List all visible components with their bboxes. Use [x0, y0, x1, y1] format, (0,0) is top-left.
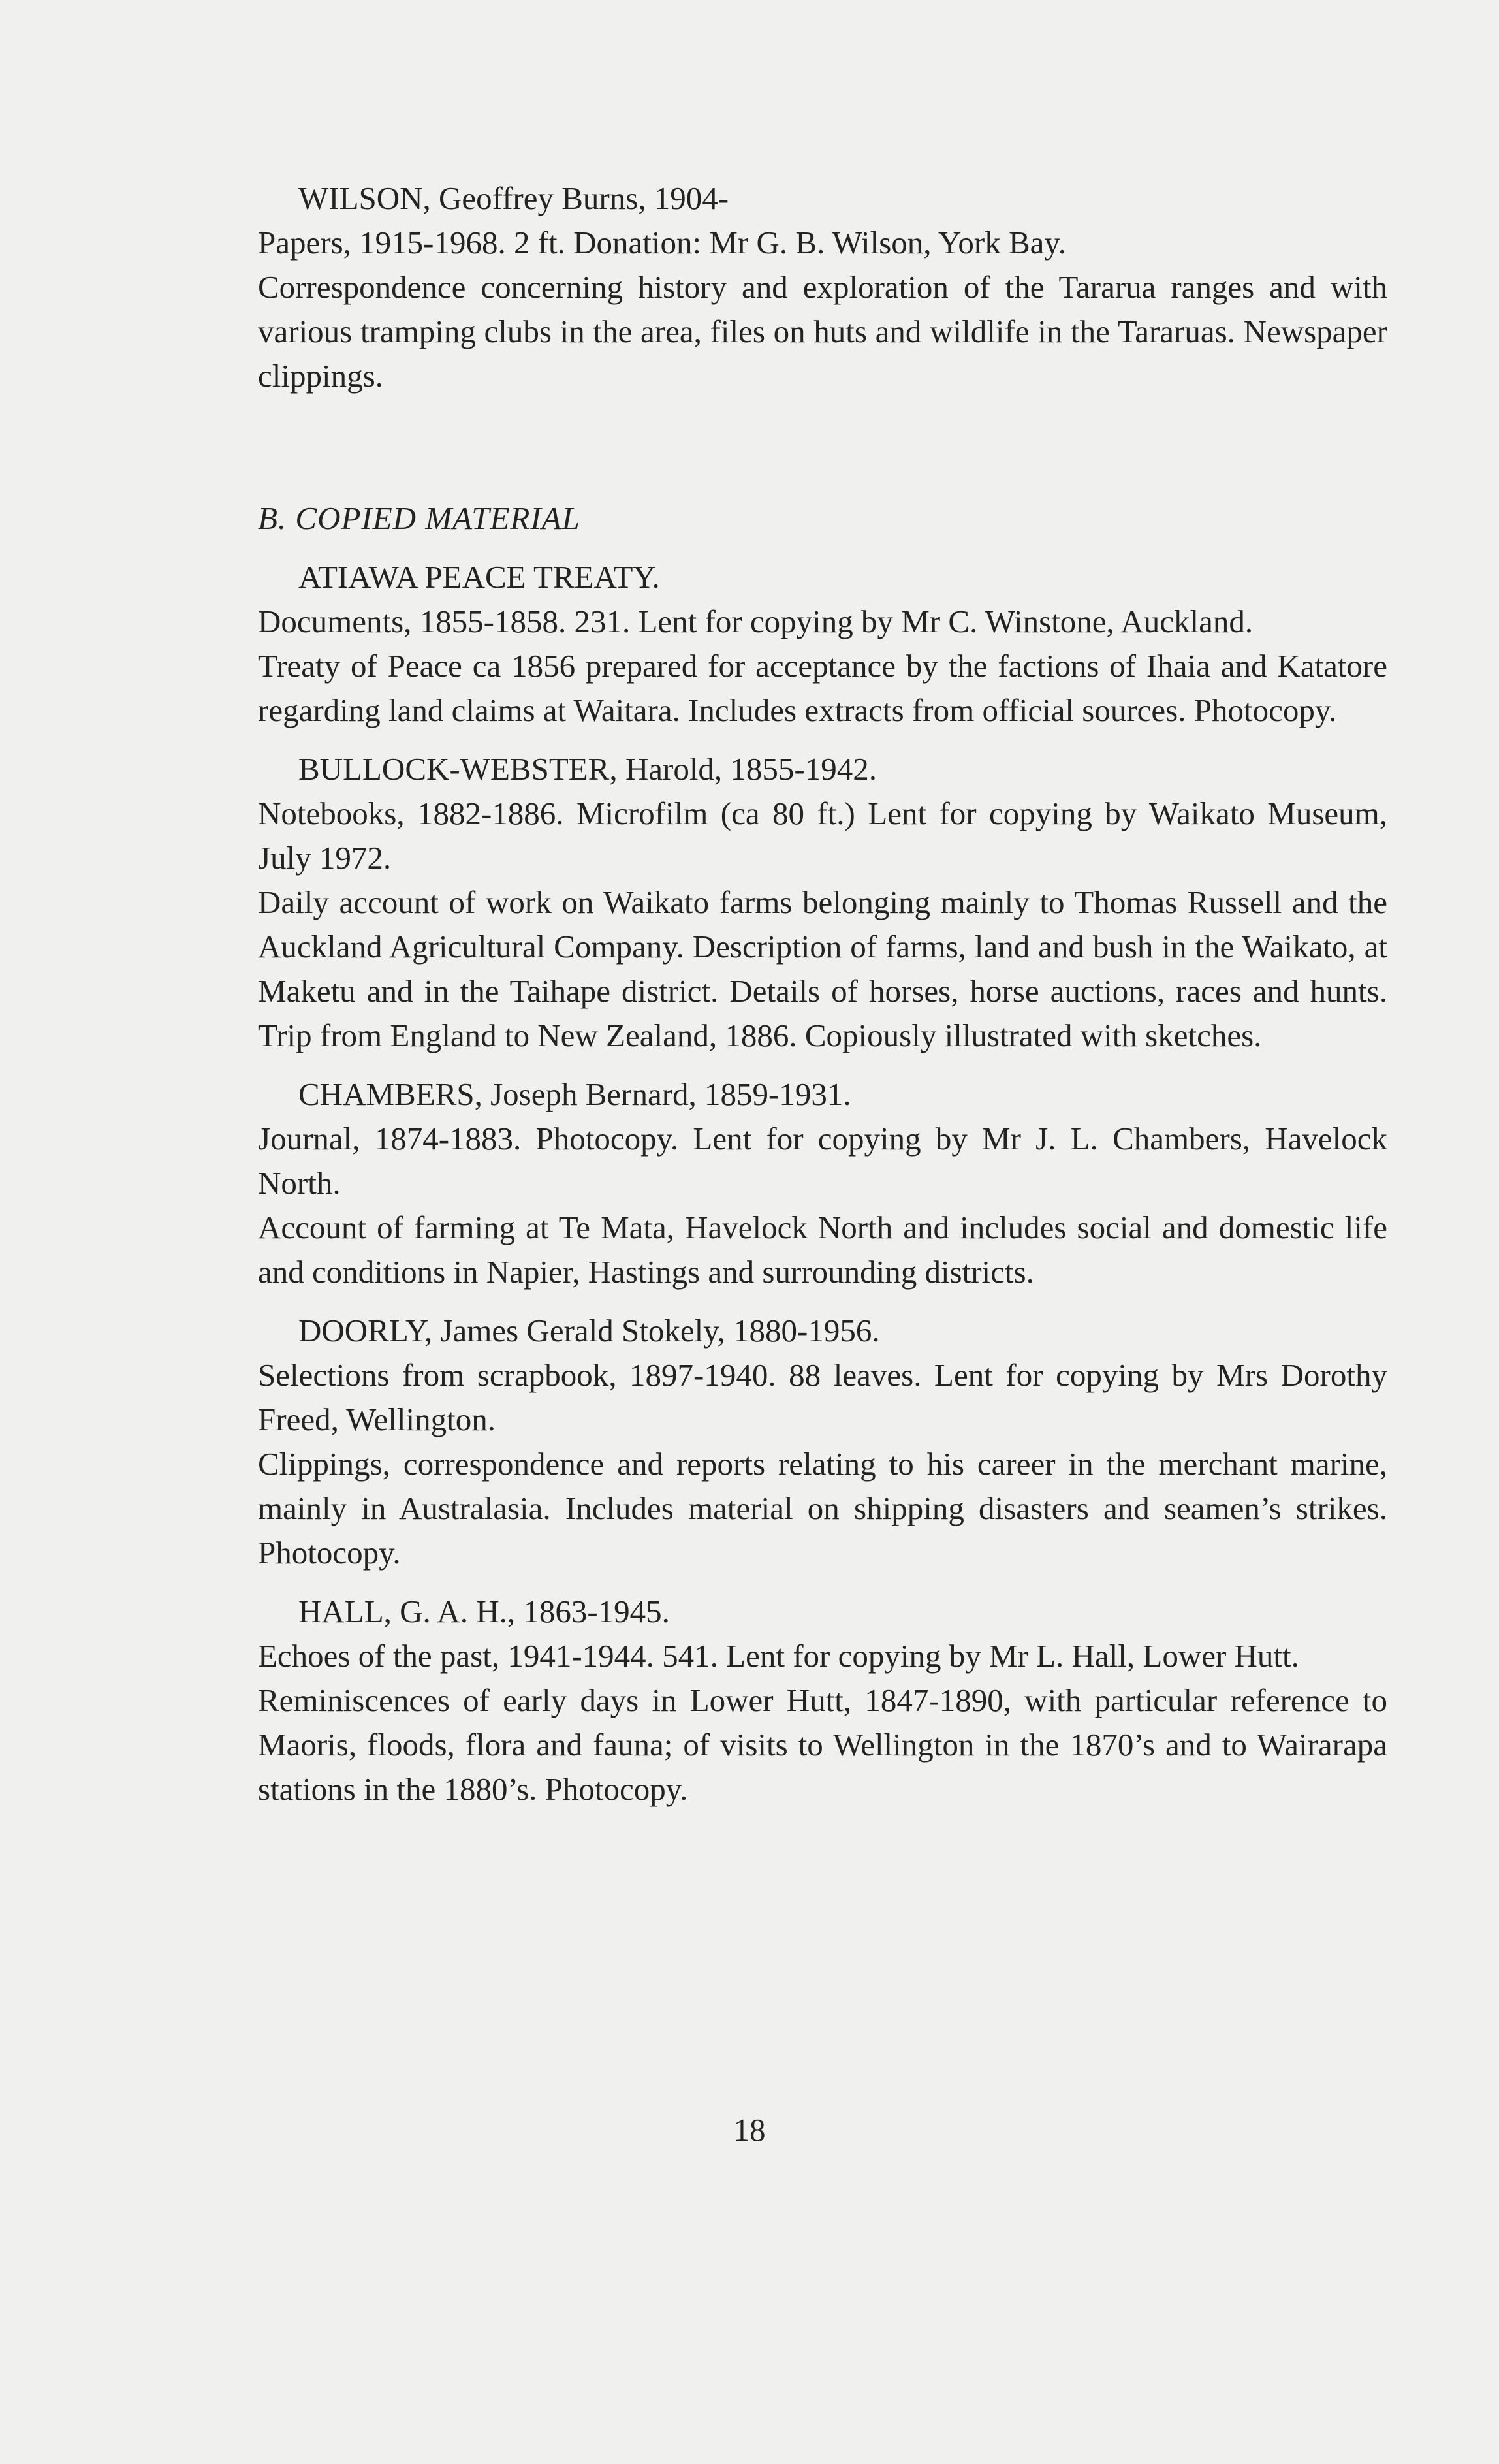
entry-heading: BULLOCK-WEBSTER, Harold, 1855-1942. [298, 751, 877, 787]
entry-description: Papers, 1915-1968. 2 ft. Donation: Mr G. B. Wilson, York Bay. [258, 225, 1066, 261]
page-content [258, 176, 1387, 1812]
entry-description: Treaty of Peace ca 1856 prepared for acceptance by the factions of Ihaia and Katatore regarding land claims at Waitara. Includes extracts from official sources. Photocopy. [258, 648, 1387, 728]
entry-chambers [258, 1072, 1387, 1294]
entry-doorly [258, 1309, 1387, 1575]
entry-bullock-webster [258, 747, 1387, 1058]
entry-description: Account of farming at Te Mata, Havelock North and includes social and domestic life and conditions in Napier, Hastings and surrounding districts. [258, 1209, 1387, 1290]
entry-hall [258, 1590, 1387, 1812]
entry-description: Notebooks, 1882-1886. Microfilm (ca 80 ft.) Lent for copying by Waikato Museum, July 1972. [258, 795, 1387, 876]
section-title: B. COPIED MATERIAL [258, 500, 580, 536]
entry-description: Reminiscences of early days in Lower Hutt, 1847-1890, with particular reference to Maoris, floods, flora and fauna; of visits to Wellington in the 1870’s and to Wairarapa stations in the 1880’s. Photocopy. [258, 1682, 1387, 1807]
entry-description: Daily account of work on Waikato farms belonging mainly to Thomas Russell and the Auckland Agricultural Company. Description of farms, land and bush in the Waikato, at Maketu and in the Taihape district. Details of horses, horse auctions, races and hunts. Trip from England to New Zealand, 1886. Copiously illustrated with sketches. [258, 884, 1387, 1053]
entry-heading: CHAMBERS, Joseph Bernard, 1859-1931. [298, 1076, 851, 1112]
entry-description: Echoes of the past, 1941-1944. 541. Lent for copying by Mr L. Hall, Lower Hutt. [258, 1638, 1299, 1674]
entry-heading: ATIAWA PEACE TREATY. [298, 559, 660, 595]
entry-heading: WILSON, Geoffrey Burns, 1904- [298, 180, 729, 216]
entry-heading: DOORLY, James Gerald Stokely, 1880-1956. [298, 1313, 880, 1349]
entry-description: Documents, 1855-1858. 231. Lent for copying by Mr C. Winstone, Auckland. [258, 603, 1254, 639]
entry-description: Selections from scrapbook, 1897-1940. 88 leaves. Lent for copying by Mrs Dorothy Freed, Wellington. [258, 1357, 1387, 1437]
page-number: 18 [733, 2112, 766, 2148]
entry-description: Clippings, correspondence and reports relating to his career in the merchant marine, mainly in Australasia. Includes material on shipping disasters and seamen’s strikes. Photocopy. [258, 1446, 1387, 1571]
entry-heading: HALL, G. A. H., 1863-1945. [298, 1593, 670, 1629]
entry-description: Correspondence concerning history and exploration of the Tararua ranges and with various tramping clubs in the area, files on huts and wildlife in the Tararuas. Newspaper clippings. [258, 269, 1387, 394]
entry-wilson [258, 176, 1387, 398]
entry-atiawa [258, 555, 1387, 733]
entry-description: Journal, 1874-1883. Photocopy. Lent for copying by Mr J. L. Chambers, Havelock North. [258, 1121, 1387, 1201]
